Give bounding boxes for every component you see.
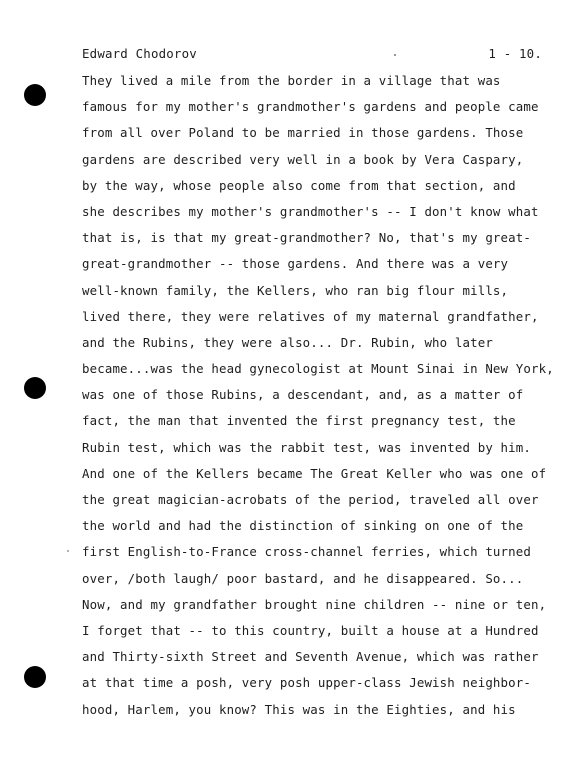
text-line: great-grandmother -- those gardens. And there was a very: [82, 256, 509, 272]
text-line: that is, is that my great-grandmother? No, that's my great-: [82, 230, 531, 246]
header-author: Edward Chodorov: [82, 46, 197, 61]
text-line: became...was the head gynecologist at Mount Sinai in New York,: [82, 361, 554, 377]
text-line: hood, Harlem, you know? This was in the Eighties, and his: [82, 701, 516, 717]
text-line: well-known family, the Kellers, who ran big flour mills,: [82, 282, 509, 298]
text-line: And one of the Kellers became The Great Keller who was one of: [82, 465, 547, 481]
text-line: I forget that -- to this country, built a house at a Hundred: [82, 622, 539, 638]
text-line: lived there, they were relatives of my maternal grandfather,: [82, 308, 539, 324]
paper-speck: [67, 550, 69, 552]
text-line: and Thirty-sixth Street and Seventh Avenue, which was rather: [82, 649, 539, 665]
text-line: gardens are described very well in a book by Vera Caspary,: [82, 151, 524, 167]
text-line: she describes my mother's grandmother's -- I don't know what: [82, 203, 539, 219]
text-line: famous for my mother's grandmother's gardens and people came: [82, 99, 539, 115]
header-speck: [394, 54, 396, 56]
header-page-number: 1 - 10.: [488, 46, 542, 61]
text-line: by the way, whose people also come from that section, and: [82, 177, 516, 193]
binder-hole-bottom: [24, 666, 46, 688]
binder-hole-top: [24, 84, 46, 106]
text-line: Rubin test, which was the rabbit test, was invented by him.: [82, 439, 531, 455]
text-line: over, /both laugh/ poor bastard, and he disappeared. So...: [82, 570, 524, 586]
text-line: at that time a posh, very posh upper-class Jewish neighbor-: [82, 675, 531, 691]
text-line: Now, and my grandfather brought nine children -- nine or ten,: [82, 596, 547, 612]
text-line: the great magician-acrobats of the period, traveled all over: [82, 492, 539, 507]
text-line: from all over Poland to be married in those gardens. Those: [82, 125, 524, 141]
text-line: was one of those Rubins, a descendant, and, as a matter of: [82, 387, 524, 403]
binder-hole-middle: [24, 377, 46, 399]
text-line: They lived a mile from the border in a village that was: [82, 73, 501, 88]
text-line: the world and had the distinction of sinking on one of the: [82, 518, 524, 534]
transcript-body: [82, 68, 572, 723]
text-line: first English-to-France cross-channel ferries, which turned: [82, 544, 531, 560]
page-header: [82, 46, 542, 64]
text-line: fact, the man that invented the first pregnancy test, the: [82, 413, 516, 429]
text-line: and the Rubins, they were also... Dr. Rubin, who later: [82, 334, 493, 350]
